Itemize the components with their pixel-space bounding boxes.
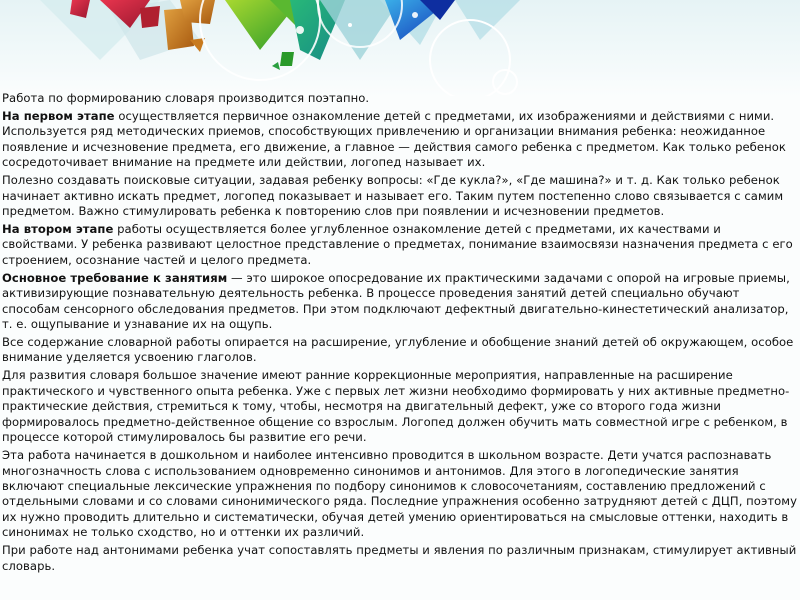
paragraph-intro: Работа по формированию словаря производится поэтапно. <box>2 91 370 105</box>
paragraph-vocabulary-content: Все содержание словарной работы опирается на расширение, углубление и обобщение знаний детей об окружающем, особое внимание уделяется усвоению глаголов. <box>2 335 794 365</box>
paragraph-search-situations: Полезно создавать поисковые ситуации, задавая ребенку вопросы: «Где кукла?», «Где машина?» и т. д. Как только ребенок начинает активно искать предмет, логопед показывает и называет его. Таким путем постепенно слово связывается с самим предметом. Важно стимулировать ребенка к повторению слов при появлении и исчезновении предметов. <box>2 173 784 219</box>
paragraph-synonyms: Эта работа начинается в дошкольном и наиболее интенсивно проводится в школьном возрасте. Дети учатся распознавать многозначность слова с использованием одновременно синонимов и антонимов. Для этого в логопедические занятия включают специальные лексические упражнения по подбору синонимов к словосочетаниям, составлению предложений с отдельными словами и со словами синонимического ряда. Последние упражнения особенно затрудняют детей с ДЦП, поэтому их нужно проводить длительно и систематически, обучая детей умению ориентироваться на смысловые оттенки, находить в синонимах не только сходство, но и оттенки их различий. <box>2 448 798 540</box>
paragraph-second-stage: На втором этапе работы осуществляется более углубленное ознакомление детей с предметами, их качествами и свойствами. У ребенка развивают целостное представление о предметах, понимание взаимосвязи назначения предмета с его строением, осознание частей и целого предмета. <box>2 222 793 267</box>
decorative-banner <box>0 0 800 96</box>
slide-body <box>2 91 800 577</box>
paragraph-antonyms: При работе над антонимами ребенка учат сопоставлять предметы и явления по различным признакам, стимулирует активный словарь. <box>2 543 797 573</box>
paragraph-early-correction: Для развития словаря большое значение имеют ранние коррекционные мероприятия, направленные на расширение практического и чувственного опыта ребенка. Уже с первых лет жизни необходимо формировать у них активные предметно-практические действия, стремиться к тому, чтобы, несмотря на двигательный дефект, уже со второго года жизни формировалось предметно-действенное общение со взрослым. Логопед должен обучить мать совместной игре с ребенком, в процессе которой стимулировалось бы развитие его речи. <box>2 368 790 445</box>
paragraph-first-stage: На первом этапе осуществляется первичное ознакомление детей с предметами, их изображениями и действиями с ними. Используется ряд методических приемов, способствующих привлечению и организации внимания ребенка: неожиданное появление и исчезновение предмета, его движение, а главное — действия самого ребенка с предметом. Как только ребенок сосредоточивает внимание на предмете или действии, логопед называет их. <box>2 109 786 170</box>
paragraph-main-requirement: Основное требование к занятиям — это широкое опосредование их практическими задачами с опорой на игровые приемы, активизирующие познавательную деятельность ребенка. В процессе проведения занятий детей специально обучают способам сенсорного обследования предметов. При этом подключают дефектный двигательно-кинестетический анализатор, т. е. ощупывание и узнавание их на ощупь. <box>2 270 790 332</box>
banner-graphic <box>0 0 800 96</box>
